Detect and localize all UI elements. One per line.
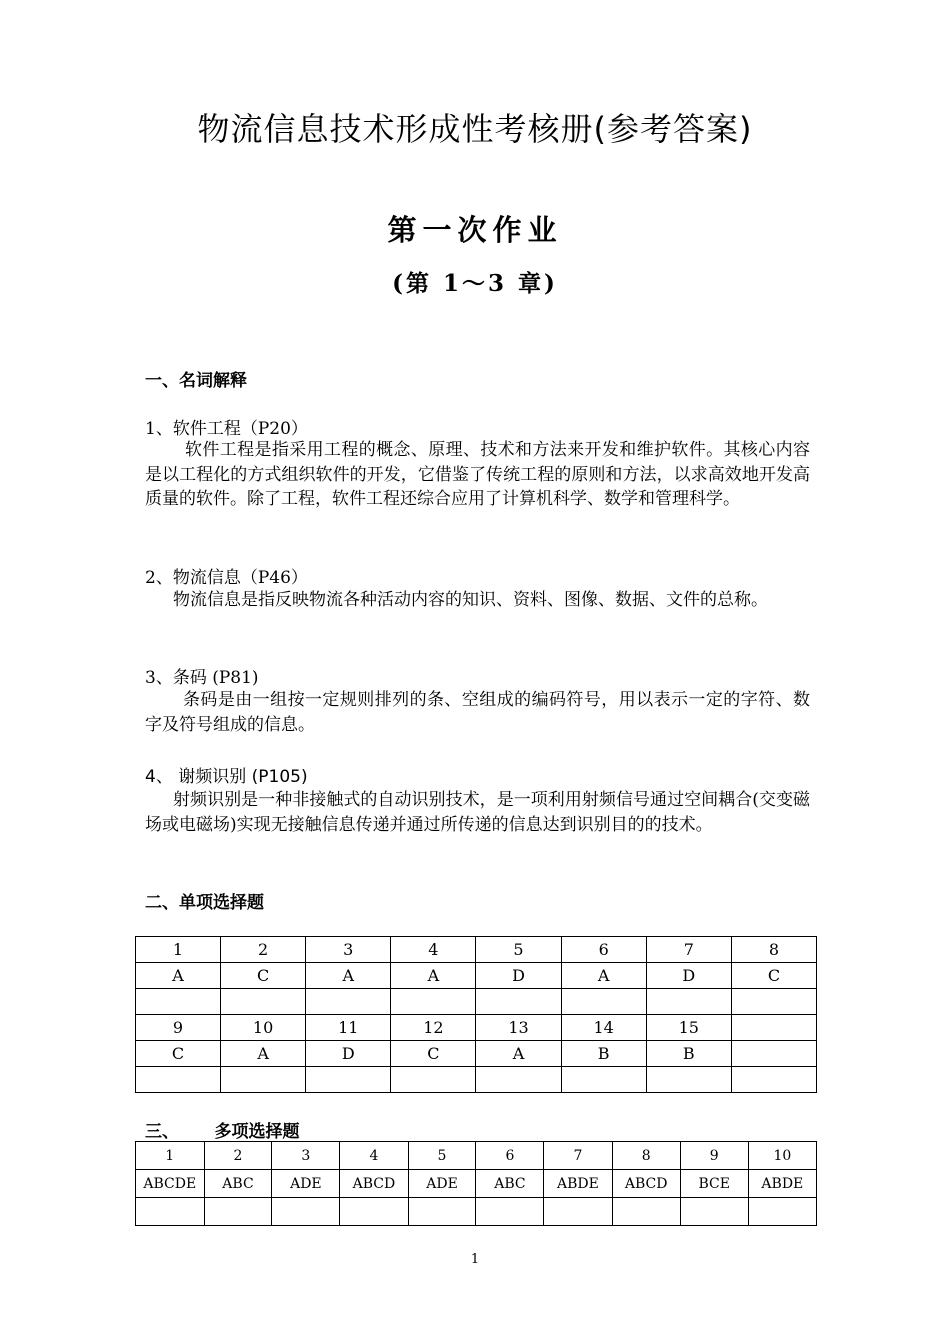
table-cell: C bbox=[391, 1041, 476, 1067]
table-cell bbox=[561, 1067, 646, 1093]
table-row bbox=[136, 1142, 817, 1170]
multiple-choice-answer-table bbox=[135, 1141, 817, 1226]
table-cell bbox=[136, 989, 221, 1015]
table-cell: B bbox=[561, 1041, 646, 1067]
table-cell: D bbox=[646, 963, 731, 989]
table-cell: A bbox=[561, 963, 646, 989]
table-cell: A bbox=[136, 963, 221, 989]
table-cell bbox=[544, 1198, 612, 1226]
table-cell: A bbox=[476, 1041, 561, 1067]
table-cell: ABDE bbox=[544, 1170, 612, 1198]
table-cell: 9 bbox=[136, 1015, 221, 1041]
section-1-heading: 一、名词解释 bbox=[145, 371, 247, 391]
table-cell bbox=[136, 1198, 205, 1226]
table-cell: 10 bbox=[748, 1142, 816, 1170]
table-cell: 11 bbox=[306, 1015, 391, 1041]
table-cell: ABC bbox=[476, 1170, 544, 1198]
table-cell bbox=[731, 1041, 816, 1067]
table-cell: 8 bbox=[612, 1142, 680, 1170]
table-cell: C bbox=[731, 963, 816, 989]
table-cell bbox=[204, 1198, 272, 1226]
table-cell: ABCD bbox=[340, 1170, 408, 1198]
table-cell: ABCDE bbox=[136, 1170, 205, 1198]
table-row bbox=[136, 937, 817, 963]
table-cell: 9 bbox=[680, 1142, 748, 1170]
term-3-title: 3、条码 (P81) bbox=[145, 668, 259, 688]
table-cell: 8 bbox=[731, 937, 816, 963]
table-cell bbox=[272, 1198, 340, 1226]
table-cell: A bbox=[306, 963, 391, 989]
table-cell: D bbox=[476, 963, 561, 989]
table-cell bbox=[612, 1198, 680, 1226]
table-cell: 5 bbox=[408, 1142, 476, 1170]
table-cell: 2 bbox=[221, 937, 306, 963]
table-row bbox=[136, 1015, 817, 1041]
document-title: 物流信息技术形成性考核册(参考答案) bbox=[197, 110, 753, 148]
table-cell: 1 bbox=[136, 1142, 205, 1170]
term-2-definition: 物流信息是指反映物流各种活动内容的知识、资料、图像、数据、文件的总称。 bbox=[173, 590, 768, 610]
table-cell: 7 bbox=[544, 1142, 612, 1170]
table-cell: 2 bbox=[204, 1142, 272, 1170]
table-cell: 14 bbox=[561, 1015, 646, 1041]
table-cell: 6 bbox=[561, 937, 646, 963]
table-cell: BCE bbox=[680, 1170, 748, 1198]
table-cell bbox=[476, 1067, 561, 1093]
assignment-title: 第一次作业 bbox=[387, 213, 563, 247]
table-cell: 3 bbox=[306, 937, 391, 963]
table-cell bbox=[391, 989, 476, 1015]
table-row bbox=[136, 1067, 817, 1093]
term-1-definition: 软件工程是指采用工程的概念、原理、技术和方法来开发和维护软件。其核心内容是以工程化的方式组织软件的开发，它借鉴了传统工程的原则和方法，以求高效地开发高质量的软件。除了工程，软件工程还综合应用了计算机科学、数学和管理科学。 bbox=[145, 440, 810, 509]
table-cell: ADE bbox=[408, 1170, 476, 1198]
table-cell bbox=[306, 989, 391, 1015]
table-cell: A bbox=[221, 1041, 306, 1067]
table-cell: D bbox=[306, 1041, 391, 1067]
page-number: 1 bbox=[470, 1252, 480, 1267]
table-cell: 13 bbox=[476, 1015, 561, 1041]
term-4-title: 4、 谢频识别 (P105) bbox=[145, 767, 308, 787]
table-cell: B bbox=[646, 1041, 731, 1067]
table-cell bbox=[408, 1198, 476, 1226]
table-cell: ABC bbox=[204, 1170, 272, 1198]
table-cell bbox=[476, 989, 561, 1015]
table-cell bbox=[391, 1067, 476, 1093]
table-row bbox=[136, 1170, 817, 1198]
term-4-definition: 射频识别是一种非接触式的自动识别技术，是一项利用射频信号通过空间耦合(交变磁场或电磁场)实现无接触信息传递并通过所传递的信息达到识别目的的技术。 bbox=[145, 790, 810, 835]
table-cell: 15 bbox=[646, 1015, 731, 1041]
assignment-subtitle: (第 1～3 章) bbox=[392, 270, 558, 297]
table-cell: 12 bbox=[391, 1015, 476, 1041]
term-2-title: 2、物流信息（P46） bbox=[145, 568, 308, 588]
table-cell: ADE bbox=[272, 1170, 340, 1198]
table-cell bbox=[221, 989, 306, 1015]
table-cell: 4 bbox=[391, 937, 476, 963]
table-cell: 1 bbox=[136, 937, 221, 963]
table-cell: ABDE bbox=[748, 1170, 816, 1198]
table-cell bbox=[476, 1198, 544, 1226]
table-cell bbox=[748, 1198, 816, 1226]
table-cell bbox=[646, 989, 731, 1015]
table-cell bbox=[731, 989, 816, 1015]
table-cell: 6 bbox=[476, 1142, 544, 1170]
table-row bbox=[136, 1198, 817, 1226]
single-choice-answer-table bbox=[135, 936, 817, 1093]
table-row bbox=[136, 989, 817, 1015]
table-cell bbox=[731, 1067, 816, 1093]
table-cell bbox=[646, 1067, 731, 1093]
term-1-title: 1、软件工程（P20） bbox=[145, 419, 308, 439]
table-cell bbox=[340, 1198, 408, 1226]
table-cell: 3 bbox=[272, 1142, 340, 1170]
section-3-heading: 三、 多项选择题 bbox=[145, 1122, 300, 1142]
table-cell: C bbox=[221, 963, 306, 989]
table-cell bbox=[561, 989, 646, 1015]
table-cell bbox=[731, 1015, 816, 1041]
table-cell bbox=[306, 1067, 391, 1093]
table-cell: 10 bbox=[221, 1015, 306, 1041]
table-row bbox=[136, 963, 817, 989]
table-row bbox=[136, 1041, 817, 1067]
table-cell: 5 bbox=[476, 937, 561, 963]
section-2-heading: 二、单项选择题 bbox=[145, 893, 264, 913]
table-cell: ABCD bbox=[612, 1170, 680, 1198]
table-cell bbox=[680, 1198, 748, 1226]
table-cell: C bbox=[136, 1041, 221, 1067]
table-cell: A bbox=[391, 963, 476, 989]
table-cell: 7 bbox=[646, 937, 731, 963]
table-cell bbox=[136, 1067, 221, 1093]
table-cell: 4 bbox=[340, 1142, 408, 1170]
table-cell bbox=[221, 1067, 306, 1093]
term-3-definition: 条码是由一组按一定规则排列的条、空组成的编码符号，用以表示一定的字符、数字及符号组成的信息。 bbox=[145, 690, 810, 735]
